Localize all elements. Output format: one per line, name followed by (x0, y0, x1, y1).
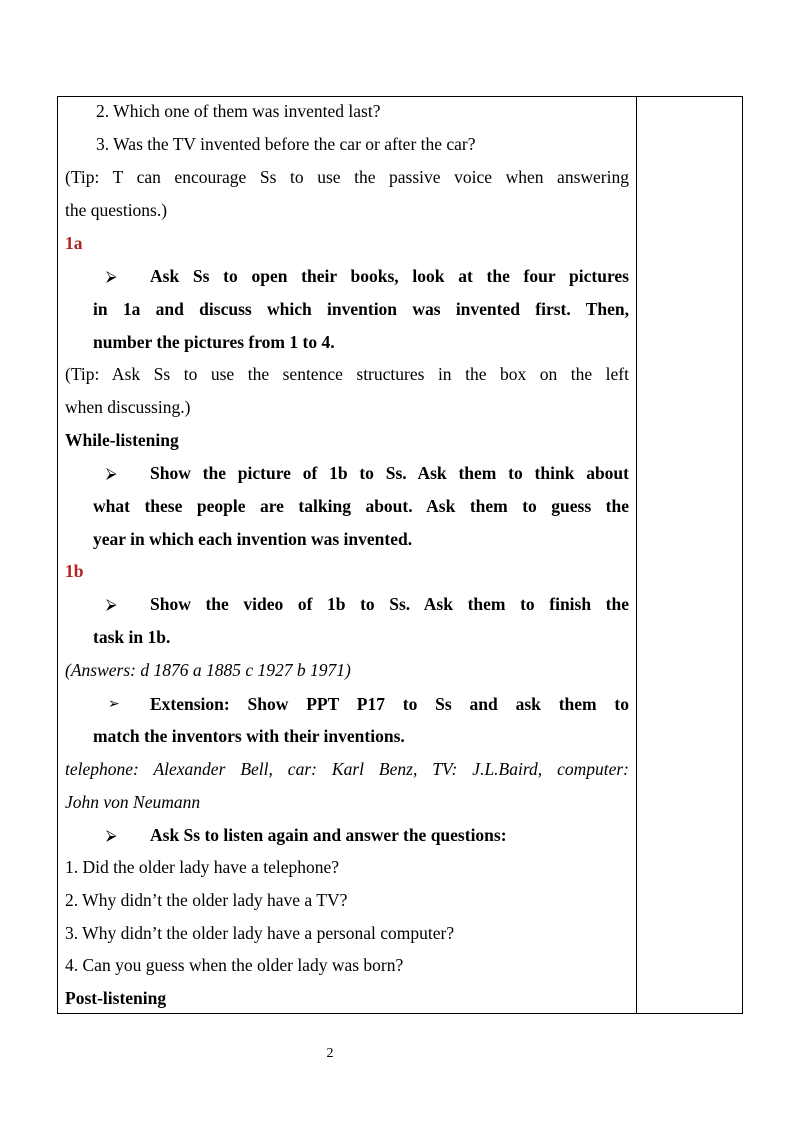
listen-again-instruction: Ask Ss to listen again and answer the questions: (150, 825, 507, 845)
step-1b-line1: Show the video of 1b to Ss. Ask them to finish the (150, 594, 629, 614)
section-heading-1b: 1b (65, 561, 84, 581)
tip-passive-voice-line1: (Tip: T can encourage Ss to use the passive voice when answering (65, 167, 629, 187)
step-while-line1: Show the picture of 1b to Ss. Ask them to think about (150, 463, 629, 483)
question-3: 3. Was the TV invented before the car or after the car? (96, 134, 476, 154)
listening-question-2: 2. Why didn’t the older lady have a TV? (65, 890, 348, 910)
arrow-bullet-icon: ⮚ (106, 464, 117, 482)
section-heading-post-listening: Post-listening (65, 988, 167, 1008)
extension-line1: Extension: Show PPT P17 to Ss and ask them to (150, 694, 629, 714)
tip-sentence-structures-line2: when discussing.) (65, 397, 191, 417)
step-1a-line1: Ask Ss to open their books, look at the four pictures (150, 266, 629, 286)
listening-question-4: 4. Can you guess when the older lady was born? (65, 955, 404, 975)
tip-passive-voice-line2: the questions.) (65, 200, 168, 220)
tip-sentence-structures-line1: (Tip: Ask Ss to use the sentence structures in the box on the left (65, 364, 629, 384)
step-1a-line2: in 1a and discuss which invention was invented first. Then, (93, 299, 629, 319)
arrow-bullet-icon: ⮚ (106, 595, 117, 613)
listening-question-3: 3. Why didn’t the older lady have a personal computer? (65, 923, 455, 943)
arrow-bullet-icon: ⮚ (106, 267, 117, 285)
notes-cell (637, 97, 742, 1013)
lesson-plan-table (57, 96, 743, 1014)
extension-line2: match the inventors with their inventions. (93, 726, 405, 746)
step-while-line3: year in which each invention was invented. (93, 529, 413, 549)
inventors-line2: John von Neumann (65, 792, 201, 812)
step-1b-line2: task in 1b. (93, 627, 171, 647)
step-1a-line3: number the pictures from 1 to 4. (93, 332, 335, 352)
inventors-line1: telephone: Alexander Bell, car: Karl Benz, TV: J.L.Baird, computer: (65, 759, 629, 779)
arrow-bullet-icon: ⮚ (106, 826, 117, 844)
step-while-line2: what these people are talking about. Ask them to guess the (93, 496, 629, 516)
listening-question-1: 1. Did the older lady have a telephone? (65, 857, 340, 877)
outline-arrow-bullet-icon: ➢ (108, 696, 120, 712)
section-heading-while-listening: While-listening (65, 430, 179, 450)
page-number: 2 (326, 1046, 334, 1061)
answers-line: (Answers: d 1876 a 1885 c 1927 b 1971) (65, 660, 351, 680)
question-2: 2. Which one of them was invented last? (96, 101, 381, 121)
section-heading-1a: 1a (65, 233, 83, 253)
